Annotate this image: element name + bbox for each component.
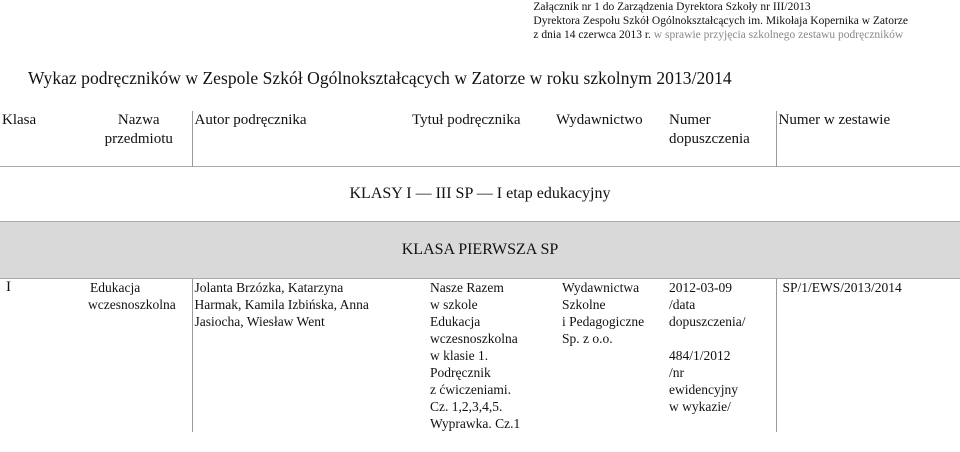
cell-tytul: Nasze Razem w szkole Edukacja wczesnoszkolna w klasie 1. Podręcznik z ćwiczeniami. Cz. 1,2,3,4,5. Wyprawka. Cz.1: [430, 280, 521, 431]
cell-autor: Jolanta Brzózka, Katarzyna Harmak, Kamila Izbińska, Anna Jasiocha, Wiesław Went: [192, 279, 410, 433]
attachment-note-date: z dnia 14 czerwca 2013 r.: [533, 29, 651, 41]
attachment-note-subject: w sprawie przyjęcia szkolnego zestawu podręczników: [653, 29, 904, 41]
header-numer-w-zestawie: Numer w zestawie: [776, 111, 960, 167]
attachment-note-line-1: Załącznik nr 1 do Zarządzenia Dyrektora Szkoły nr III/2013: [533, 1, 811, 13]
textbook-table: [0, 111, 960, 432]
table-row: [0, 279, 960, 433]
cell-klasa: I: [6, 279, 11, 295]
attachment-note-line-3: [533, 28, 908, 42]
cell-wydawnictwo: Wydawnictwa Szkolne i Pedagogiczne Sp. z o.o.: [562, 280, 645, 346]
header-numer-dopuszczenia: Numer dopuszczenia: [669, 112, 750, 147]
attachment-note-line-2: Dyrektora Zespołu Szkół Ogólnokształcących im. Mikołaja Kopernika w Zatorze: [533, 15, 908, 27]
band-klasy: KLASY I — III SP — I etap edukacyjny: [0, 167, 960, 222]
header-autor: Autor podręcznika: [192, 111, 410, 167]
header-wydawnictwo: Wydawnictwo: [556, 112, 643, 128]
header-nazwa-przedmiotu: Nazwa przedmiotu: [104, 112, 173, 147]
band-klasa-pierwsza: KLASA PIERWSZA SP: [0, 222, 960, 279]
cell-numer-dopuszczenia: 2012-03-09 /data dopuszczenia/ 484/1/2012 /nr ewidencyjny w wykazie/: [669, 280, 746, 414]
header-klasa: Klasa: [2, 112, 37, 128]
attachment-note: [533, 0, 908, 42]
table-header-row: [0, 111, 960, 167]
band-klasy-row: [0, 167, 960, 222]
cell-przedmiot: Edukacja wczesnoszkolna: [88, 280, 176, 312]
document-title: Wykaz podręczników w Zespole Szkół Ogólnokształcących w Zatorze w roku szkolnym 2013/2014: [28, 68, 732, 88]
header-tytul: Tytuł podręcznika: [412, 112, 521, 128]
cell-numer-w-zestawie: SP/1/EWS/2013/2014: [776, 279, 960, 433]
band-klasa-row: [0, 222, 960, 279]
